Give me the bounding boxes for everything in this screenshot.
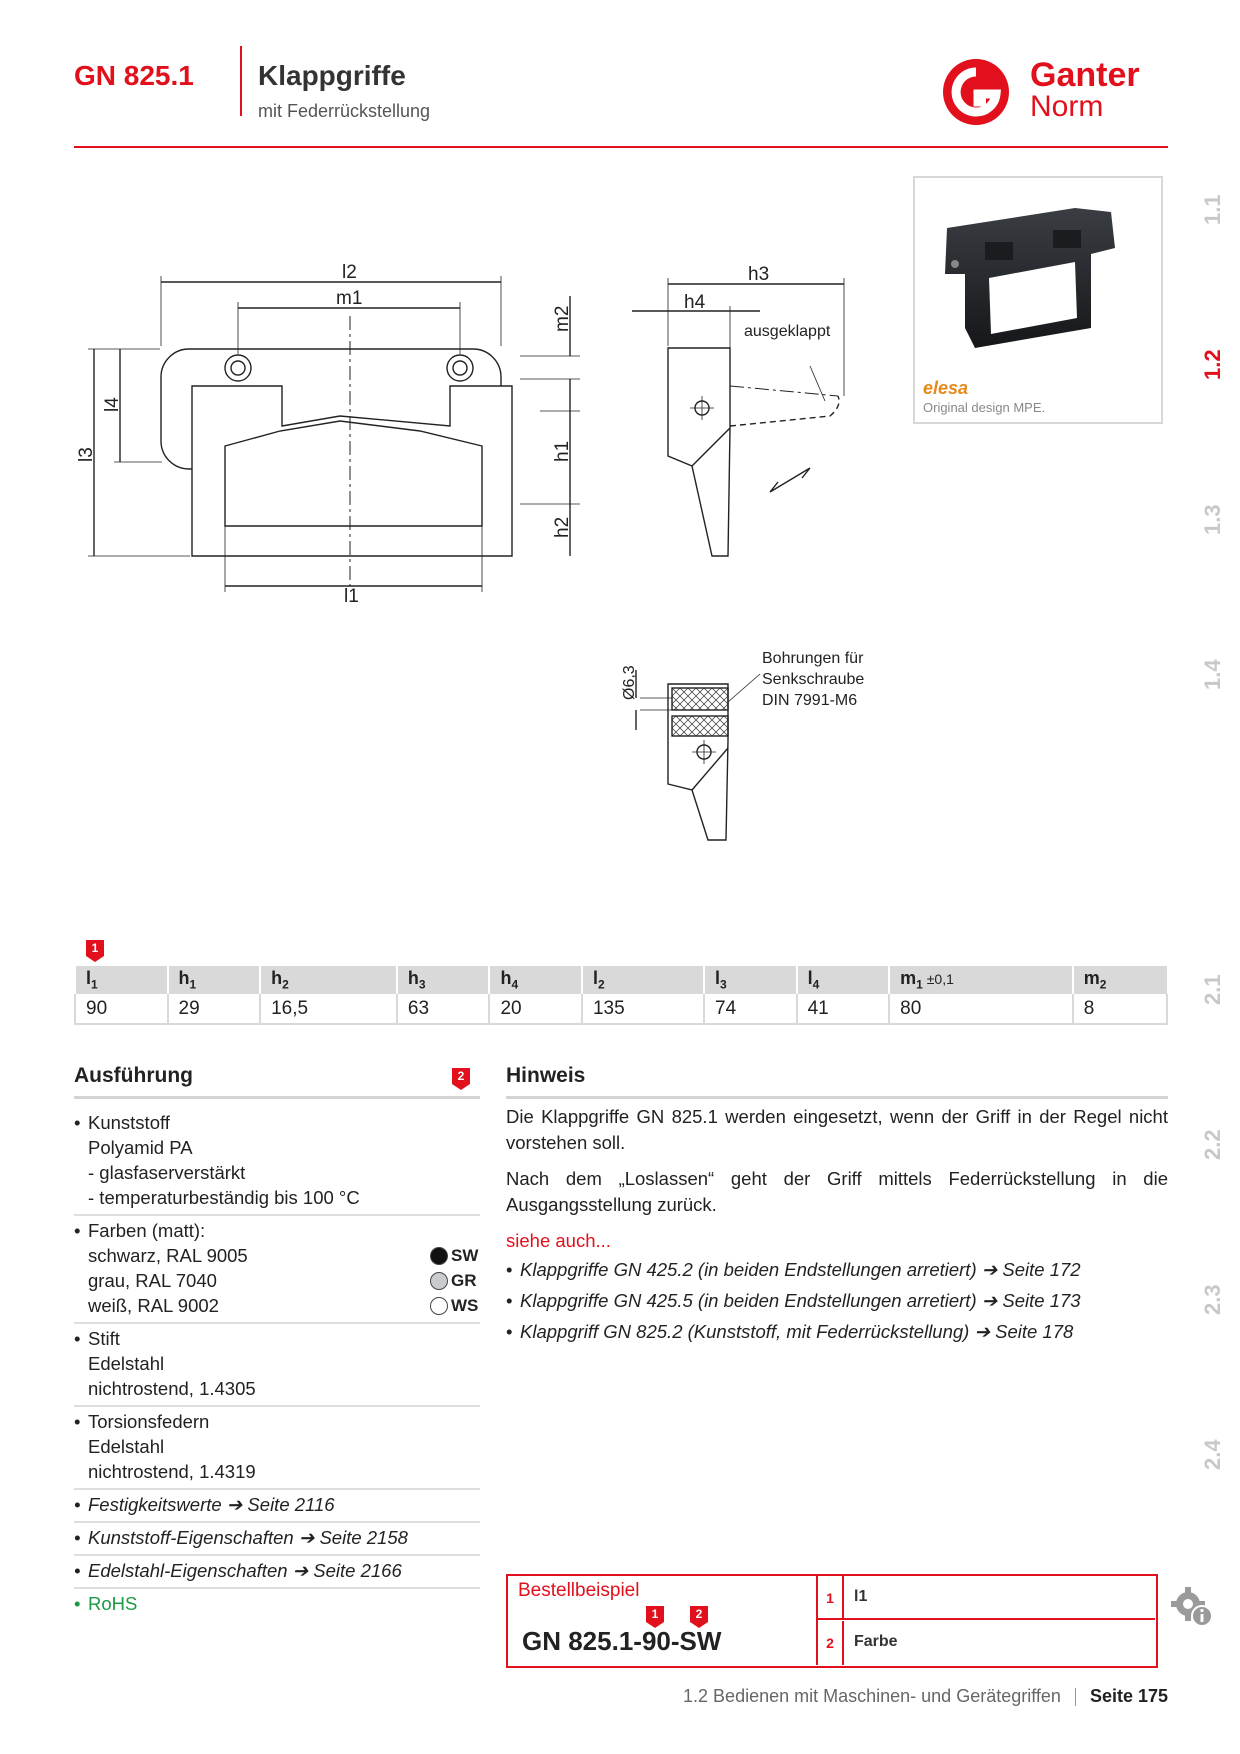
column-header-h1: $h_1$ <box>168 966 261 994</box>
table-cell: 8 <box>1073 994 1167 1024</box>
table-cell: 63 <box>397 994 490 1024</box>
table-cell: 80 <box>889 994 1073 1024</box>
tab-1-1[interactable]: 1.1 <box>1200 194 1225 225</box>
label-l3: l3 <box>76 447 97 462</box>
list-item-material: • Kunststoff Polyamid PA - glasfaserverstärkt - temperaturbeständig bis 100 °C <box>74 1108 480 1216</box>
tab-2-4[interactable]: 2.4 <box>1200 1439 1225 1470</box>
link-edelstahl-eigenschaften[interactable]: • Edelstahl-Eigenschaften ➔ Seite 2166 <box>74 1556 480 1589</box>
gear-info-icon[interactable] <box>1170 1584 1214 1628</box>
page-title: Klappgriffe <box>258 60 406 91</box>
tab-1-4[interactable]: 1.4 <box>1200 659 1225 690</box>
label-h1: h1 <box>552 440 573 462</box>
label-ausgeklappt: ausgeklappt <box>744 323 831 340</box>
label-diameter: Ø6,3 <box>621 665 638 700</box>
elesa-brand: elesa <box>923 378 969 398</box>
product-code: GN 825.1 <box>74 60 194 91</box>
hinweis-paragraph-1: Die Klappgriffe GN 825.1 werden eingesetzt, wenn der Griff in der Regel nicht vorstehen soll. <box>506 1106 1168 1153</box>
table-row <box>75 994 1167 1024</box>
column-header-h4: $h_4$ <box>489 966 582 994</box>
footer-section: 1.2 Bedienen mit Maschinen- und Gerätegriffen <box>683 1686 1061 1706</box>
hinweis-paragraph-2: Nach dem „Loslassen“ geht der Griff mittels Federrückstellung in die Ausgangsstellung zurück. <box>506 1168 1168 1215</box>
see-also-label: siehe auch... <box>506 1230 611 1251</box>
tab-1-3[interactable]: 1.3 <box>1200 504 1225 535</box>
order-example-code: GN 825.1-90-SW <box>522 1626 722 1656</box>
product-photo <box>913 176 1163 424</box>
photo-caption: Original design MPE. <box>923 400 1046 415</box>
ausfuehrung-list <box>74 1108 480 1620</box>
color-row-ws: weiß, RAL 9002 WS <box>88 1295 479 1316</box>
marker-1: 1 <box>86 940 104 962</box>
link-festigkeitswerte[interactable]: • Festigkeitswerte ➔ Seite 2116 <box>74 1490 480 1523</box>
header-rule <box>74 146 1168 148</box>
table-cell: 74 <box>704 994 797 1024</box>
color-row-sw: schwarz, RAL 9005 SW <box>88 1245 479 1266</box>
dimension-table <box>74 966 1168 1025</box>
marker-2: 2 <box>452 1068 470 1090</box>
logo-text-norm: Norm <box>1030 90 1104 123</box>
order-row-2: 2 Farbe <box>818 1621 1155 1665</box>
front-view-drawing <box>76 256 600 616</box>
label-l4: l4 <box>102 397 123 412</box>
list-item-stift: • Stift Edelstahl nichtrostend, 1.4305 <box>74 1324 480 1407</box>
link-kunststoff-eigenschaften[interactable]: • Kunststoff-Eigenschaften ➔ Seite 2158 <box>74 1523 480 1556</box>
ref-link-gn825-2[interactable]: • Klappgriff GN 825.2 (Kunststoff, mit Federrückstellung) ➔ Seite 178 <box>506 1316 1168 1347</box>
hinweis-text <box>506 1104 1168 1347</box>
side-view-drawing <box>620 256 880 556</box>
ganter-g-icon <box>938 54 1018 130</box>
order-row-1: 1 l1 <box>818 1576 1155 1620</box>
tab-2-3[interactable]: 2.3 <box>1200 1284 1225 1315</box>
tab-1-2[interactable]: 1.2 <box>1200 349 1225 380</box>
label-m1: m1 <box>336 288 363 309</box>
order-marker-1: 1 <box>646 1606 664 1628</box>
label-bohrungen: Bohrungen für <box>762 650 864 667</box>
label-l1: l1 <box>344 586 359 607</box>
hinweis-title: Hinweis <box>506 1064 586 1087</box>
column-header-m2: $m_2$ <box>1073 966 1167 994</box>
page-subtitle: mit Federrückstellung <box>258 101 431 121</box>
table-cell: 90 <box>75 994 168 1024</box>
ganter-norm-logo <box>938 54 1168 130</box>
list-item-colors: • Farben (matt): schwarz, RAL 9005 SW grau, RAL 7040 GR weiß, RAL 9002 WS <box>74 1216 480 1324</box>
label-din: DIN 7991-M6 <box>762 692 858 709</box>
ref-link-gn425-2[interactable]: • Klappgriffe GN 425.2 (in beiden Endstellungen arretiert) ➔ Seite 172 <box>506 1254 1168 1285</box>
logo-text-ganter: Ganter <box>1030 56 1140 94</box>
detail-drawing <box>600 640 920 860</box>
color-row-gr: grau, RAL 7040 GR <box>88 1270 477 1291</box>
table-cell: 135 <box>582 994 704 1024</box>
label-senkschraube: Senkschraube <box>762 671 865 688</box>
list-item-federn: • Torsionsfedern Edelstahl nichtrostend, 1.4319 <box>74 1407 480 1490</box>
table-cell: 20 <box>489 994 582 1024</box>
table-cell: 29 <box>168 994 261 1024</box>
order-example-left <box>508 1576 818 1665</box>
ausfuehrung-rule <box>74 1096 480 1099</box>
ausfuehrung-title: Ausführung <box>74 1064 193 1087</box>
label-l2: l2 <box>342 262 357 283</box>
column-header-l4: $l_4$ <box>797 966 890 994</box>
header-separator <box>240 46 242 116</box>
column-header-m1: $m_1 \pm 0,1$ <box>889 966 1073 994</box>
label-h3: h3 <box>748 264 770 285</box>
column-header-l1: $l_1$ <box>75 966 168 994</box>
table-header-row <box>75 966 1167 994</box>
label-h2: h2 <box>552 516 573 538</box>
order-marker-2: 2 <box>690 1606 708 1628</box>
handle-image <box>915 178 1161 374</box>
column-header-l3: $l_3$ <box>704 966 797 994</box>
tab-2-2[interactable]: 2.2 <box>1200 1129 1225 1160</box>
order-example-box <box>506 1574 1158 1668</box>
column-header-h2: $h_2$ <box>260 966 397 994</box>
column-header-h3: $h_3$ <box>397 966 490 994</box>
rohs-item: • RoHS <box>74 1589 480 1620</box>
color-swatch-gr <box>430 1272 448 1290</box>
tab-2-1[interactable]: 2.1 <box>1200 974 1225 1005</box>
table-cell: 16,5 <box>260 994 397 1024</box>
color-swatch-ws <box>430 1297 448 1315</box>
color-swatch-sw <box>430 1247 448 1265</box>
ref-link-gn425-5[interactable]: • Klappgriffe GN 425.5 (in beiden Endstellungen arretiert) ➔ Seite 173 <box>506 1285 1168 1316</box>
page-footer <box>683 1686 1168 1707</box>
label-h4: h4 <box>684 292 706 313</box>
table-cell: 41 <box>797 994 890 1024</box>
column-header-l2: $l_2$ <box>582 966 704 994</box>
order-example-title: Bestellbeispiel <box>518 1580 640 1601</box>
footer-page: Seite 175 <box>1089 1686 1168 1706</box>
label-m2: m2 <box>552 305 573 332</box>
hinweis-rule <box>506 1096 1168 1099</box>
